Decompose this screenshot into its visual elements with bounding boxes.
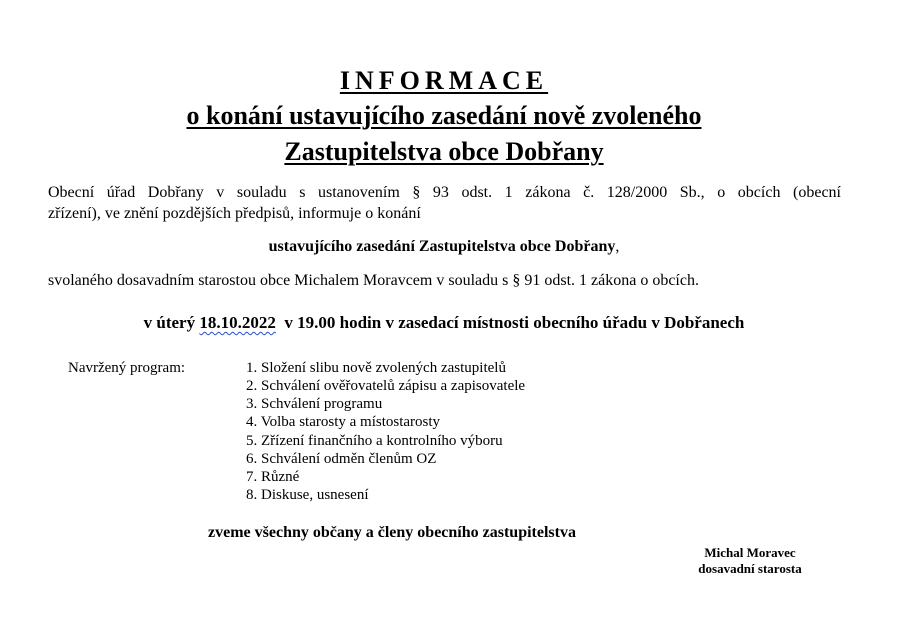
meeting-day: v úterý [143, 313, 200, 332]
program-item: 3. Schválení programu [246, 396, 383, 412]
invitation-text: zveme všechny občany a členy obecního zastupitelstva [208, 524, 576, 541]
program-label: Navržený program: [68, 360, 186, 376]
document-subtitle: o konání ustavujícího zasedání nově zvoleného [186, 101, 702, 130]
program-item: 8. Diskuse, usnesení [246, 487, 369, 503]
document-subtitle-line2: Zastupitelstva obce Dobřany [284, 137, 604, 166]
meeting-location: v 19.00 hodin v zasedací místnosti obecního úřadu v Dobřanech [275, 313, 745, 332]
program-item: 2. Schválení ověřovatelů zápisu a zapisovatele [246, 378, 526, 394]
meeting-name-line [0, 238, 888, 256]
program-item: 7. Různé [246, 469, 300, 485]
meeting-time-place [0, 313, 888, 333]
program-item: 1. Složení slibu nově zvolených zastupitelů [246, 360, 506, 376]
signature-name: Michal Moravec [704, 545, 796, 560]
document-title: INFORMACE [339, 66, 549, 95]
program-item: 5. Zřízení finančního a kontrolního výboru [246, 433, 503, 449]
program-item: 4. Volba starosty a místostarosty [246, 414, 441, 430]
intro-line2: zřízení), ve znění pozdějších předpisů, informuje o konání [48, 205, 421, 222]
meeting-name-suffix: , [615, 238, 620, 255]
convened-text: svolaného dosavadním starostou obce Michalem Moravcem v souladu s § 91 odst. 1 zákona o obcích. [48, 272, 699, 289]
meeting-date: 18.10.2022 [199, 313, 276, 332]
intro-line1: Obecní úřad Dobřany v souladu s ustanovením § 93 odst. 1 zákona č. 128/2000 Sb., o obcích (obecní [48, 184, 841, 201]
signature-role: dosavadní starosta [698, 561, 802, 576]
program-item: 6. Schválení odměn členům OZ [246, 451, 437, 467]
meeting-name: ustavujícího zasedání Zastupitelstva obce Dobřany [268, 238, 616, 255]
